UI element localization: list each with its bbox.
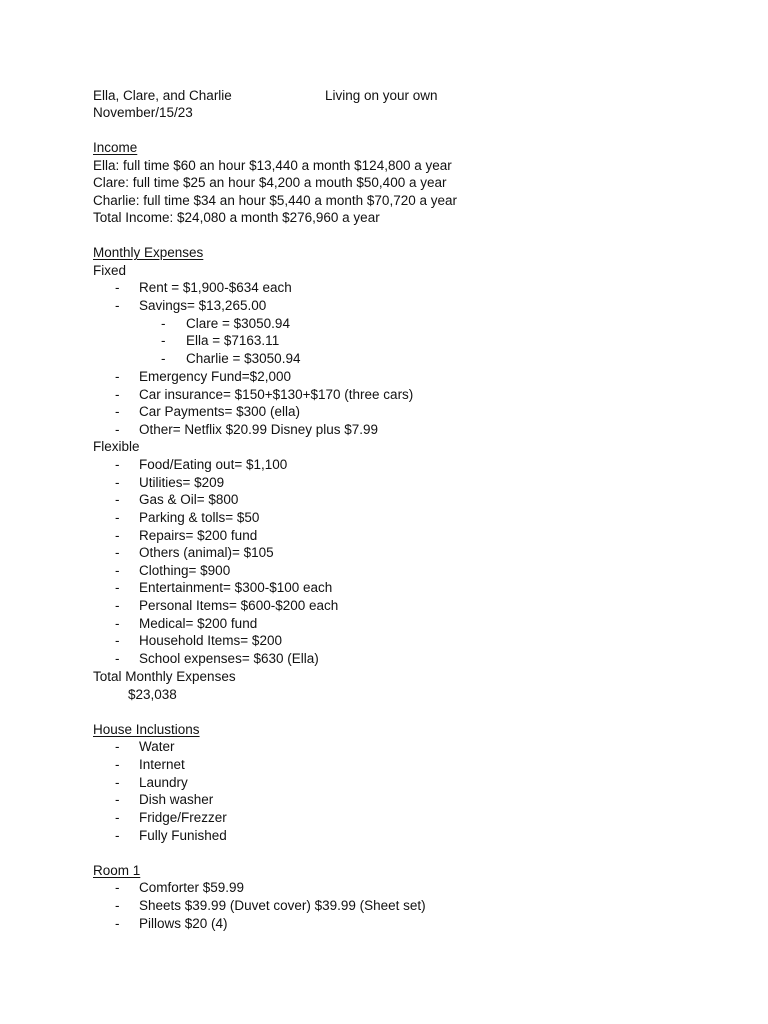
bullet-dash: - bbox=[115, 880, 120, 895]
bullet-dash: - bbox=[161, 316, 166, 331]
income-line-charlie: Charlie: full time $34 an hour $5,440 a month $70,720 a year bbox=[93, 193, 457, 208]
bullet-dash: - bbox=[115, 792, 120, 807]
fixed-item-car-insurance: Car insurance= $150+$130+$170 (three cars) bbox=[139, 387, 414, 402]
bullet-dash: - bbox=[115, 422, 120, 437]
bullet-dash: - bbox=[115, 492, 120, 507]
flexible-item-food: Food/Eating out= $1,100 bbox=[139, 457, 288, 472]
bullet-dash: - bbox=[115, 739, 120, 754]
bullet-dash: - bbox=[115, 298, 120, 313]
flexible-item-clothing: Clothing= $900 bbox=[139, 563, 231, 578]
flexible-item-entertainment: Entertainment= $300-$100 each bbox=[139, 580, 333, 595]
bullet-dash: - bbox=[115, 580, 120, 595]
bullet-dash: - bbox=[115, 475, 120, 490]
student-names: Ella, Clare, and Charlie bbox=[93, 88, 232, 103]
house-item-dishwasher: Dish washer bbox=[139, 792, 214, 807]
expenses-heading: Monthly Expenses bbox=[93, 245, 204, 260]
house-item-laundry: Laundry bbox=[139, 775, 188, 790]
bullet-dash: - bbox=[115, 651, 120, 666]
bullet-dash: - bbox=[115, 387, 120, 402]
income-heading: Income bbox=[93, 140, 138, 155]
total-expenses-value: $23,038 bbox=[128, 687, 177, 702]
flexible-item-parking: Parking & tolls= $50 bbox=[139, 510, 260, 525]
fixed-item-other: Other= Netflix $20.99 Disney plus $7.99 bbox=[139, 422, 379, 437]
bullet-dash: - bbox=[115, 528, 120, 543]
bullet-dash: - bbox=[115, 633, 120, 648]
bullet-dash: - bbox=[115, 404, 120, 419]
fixed-label: Fixed bbox=[93, 263, 127, 278]
flexible-item-school: School expenses= $630 (Ella) bbox=[139, 651, 319, 666]
bullet-dash: - bbox=[115, 828, 120, 843]
savings-sub-clare: Clare = $3050.94 bbox=[186, 316, 290, 331]
fixed-item-car-payments: Car Payments= $300 (ella) bbox=[139, 404, 300, 419]
flexible-item-utilities: Utilities= $209 bbox=[139, 475, 225, 490]
room1-item-comforter: Comforter $59.99 bbox=[139, 880, 245, 895]
flexible-item-personal: Personal Items= $600-$200 each bbox=[139, 598, 339, 613]
bullet-dash: - bbox=[115, 369, 120, 384]
bullet-dash: - bbox=[115, 280, 120, 295]
document-title: Living on your own bbox=[325, 88, 438, 103]
flexible-item-household: Household Items= $200 bbox=[139, 633, 282, 648]
bullet-dash: - bbox=[115, 563, 120, 578]
house-item-fridge: Fridge/Frezzer bbox=[139, 810, 227, 825]
bullet-dash: - bbox=[115, 898, 120, 913]
room1-item-sheets: Sheets $39.99 (Duvet cover) $39.99 (Sheet set) bbox=[139, 898, 426, 913]
document-date: November/15/23 bbox=[93, 105, 193, 120]
income-line-ella: Ella: full time $60 an hour $13,440 a month $124,800 a year bbox=[93, 158, 452, 173]
bullet-dash: - bbox=[115, 616, 120, 631]
bullet-dash: - bbox=[115, 810, 120, 825]
room1-heading: Room 1 bbox=[93, 863, 141, 878]
bullet-dash: - bbox=[115, 916, 120, 931]
flexible-item-gas: Gas & Oil= $800 bbox=[139, 492, 239, 507]
savings-sub-ella: Ella = $7163.11 bbox=[186, 333, 280, 348]
flexible-label: Flexible bbox=[93, 439, 140, 454]
flexible-item-medical: Medical= $200 fund bbox=[139, 616, 258, 631]
fixed-item-emergency-fund: Emergency Fund=$2,000 bbox=[139, 369, 291, 384]
bullet-dash: - bbox=[115, 457, 120, 472]
house-item-internet: Internet bbox=[139, 757, 185, 772]
fixed-item-savings: Savings= $13,265.00 bbox=[139, 298, 267, 313]
bullet-dash: - bbox=[115, 757, 120, 772]
bullet-dash: - bbox=[115, 545, 120, 560]
bullet-dash: - bbox=[115, 510, 120, 525]
bullet-dash: - bbox=[115, 598, 120, 613]
house-item-water: Water bbox=[139, 739, 175, 754]
flexible-item-animal: Others (animal)= $105 bbox=[139, 545, 274, 560]
bullet-dash: - bbox=[161, 351, 166, 366]
flexible-item-repairs: Repairs= $200 fund bbox=[139, 528, 258, 543]
income-total: Total Income: $24,080 a month $276,960 a year bbox=[93, 210, 380, 225]
total-expenses-label: Total Monthly Expenses bbox=[93, 669, 236, 684]
room1-item-pillows: Pillows $20 (4) bbox=[139, 916, 228, 931]
house-heading: House Inclustions bbox=[93, 722, 200, 737]
bullet-dash: - bbox=[115, 775, 120, 790]
savings-sub-charlie: Charlie = $3050.94 bbox=[186, 351, 301, 366]
house-item-furnished: Fully Funished bbox=[139, 828, 227, 843]
bullet-dash: - bbox=[161, 333, 166, 348]
fixed-item-rent: Rent = $1,900-$634 each bbox=[139, 280, 292, 295]
income-line-clare: Clare: full time $25 an hour $4,200 a mouth $50,400 a year bbox=[93, 175, 447, 190]
